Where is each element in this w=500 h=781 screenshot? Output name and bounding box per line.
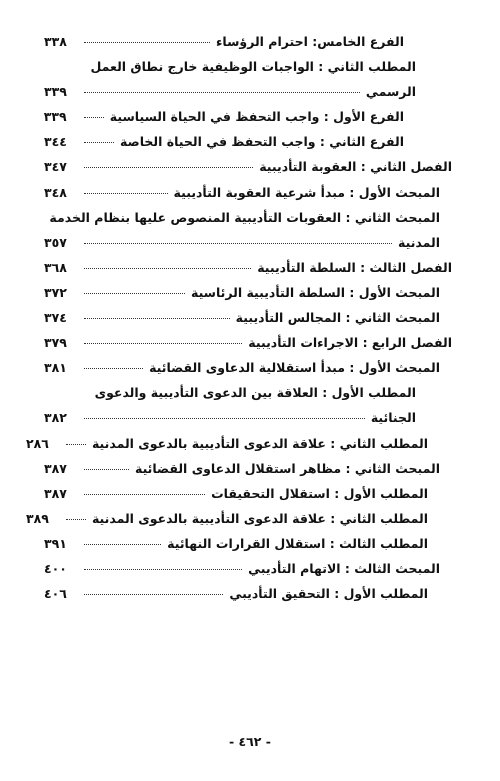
toc-entry [44,561,452,586]
toc-entry-title: الفصل الثالث : السلطة التأديبية [257,259,452,275]
toc-entry [44,159,452,184]
toc-entry-title: المبحث الأول : مبدأ استقلالية الدعاوى القضائية [149,360,440,376]
dot-leader [84,293,185,294]
dot-leader [84,42,210,43]
toc-entry-title: الجنائية [370,410,416,426]
toc-entry-page: ٣٣٩ [44,84,67,100]
toc-entry-page: ٣٦٨ [44,259,67,275]
toc-entry [44,310,452,335]
dot-leader [84,193,168,194]
toc-entry-title: المبحث الثالث : الاتهام التأديبي [248,560,440,576]
dot-leader [84,167,253,168]
dot-leader [84,569,242,570]
toc-entry-page: ٤٠٦ [44,586,67,602]
toc-entry [44,185,452,210]
toc-entry-title: الفصل الرابع : الاجراءات التأديبية [248,335,452,351]
toc-entry [44,461,452,486]
toc-entry-title: المطلب الثاني : علاقة الدعوى التأديبية بالدعوى المدنية [91,510,428,526]
toc-entry [44,285,452,310]
dot-leader [84,544,161,545]
toc-entry-title: المبحث الثاني : العقوبات التأديبية المنصوص عليها بنظام الخدمة [49,209,440,225]
toc-entry-title: المبحث الثاني : المجالس التأديبية [235,310,440,326]
toc-entry-title: المبحث الأول : مبدأ شرعية العقوبة التأديبية [173,184,440,200]
toc-entry [44,335,452,360]
toc-entry-page: ٣٨٢ [44,410,67,426]
toc-entry [44,486,452,511]
dot-leader [84,368,143,369]
toc-entry-title: الفصل الثاني : العقوبة التأديبية [259,159,452,175]
dot-leader [84,243,392,244]
toc-entry [44,536,452,561]
toc-entry-page: ٣٤٤ [44,134,67,150]
dot-leader [84,469,129,470]
toc-entry-page: ٣٨٧ [44,460,67,476]
table-of-contents [25,34,452,611]
toc-entry-page: ٣٣٨ [44,34,67,49]
toc-entry [44,410,452,435]
dot-leader [84,117,104,118]
toc-entry [44,210,452,235]
toc-entry [44,385,452,410]
toc-entry [44,235,452,260]
toc-entry-page: ٣٤٧ [44,159,67,175]
toc-entry-page: ٣٨٧ [44,485,67,501]
toc-entry-title: المطلب الأول : التحقيق التأديبي [229,586,428,602]
toc-entry-title: المدنية [398,234,440,250]
toc-entry-title: الفرع الخامس: احترام الرؤساء [216,34,404,49]
toc-entry-title: الفرع الأول : واجب التحفظ في الحياة السياسية [109,109,404,125]
toc-entry [44,260,452,285]
toc-entry-title: الرسمي [365,84,416,100]
dot-leader [84,92,360,93]
toc-entry-title: المطلب الثاني : علاقة الدعوى التأديبية بالدعوى المدنية [91,435,428,451]
toc-entry-title: المطلب الأول : استقلال التحقيقات [211,485,428,501]
toc-entry [25,510,452,536]
toc-entry [44,84,452,109]
toc-entry-page: ٣٨١ [44,360,67,376]
toc-entry-title: الفرع الثاني : واجب التحفظ في الحياة الخاصة [120,134,404,150]
toc-entry-page: ٢٨٦ [25,435,49,451]
toc-entry-title: المبحث الثاني : مظاهر استقلال الدعاوى القضائية [134,460,440,476]
dot-leader [84,343,242,344]
toc-entry [44,360,452,385]
toc-entry-title: المطلب الأول : العلاقة بين الدعوى التأديبية والدعوى [94,385,416,401]
toc-entry-page: ٣٨٩ [25,510,49,526]
dot-leader [84,418,365,419]
toc-entry-page: ٣٧٩ [44,335,67,351]
dot-leader [84,494,205,495]
toc-entry-page: ٣٣٩ [43,109,67,125]
dot-leader [84,318,230,319]
page-number: - ٤٦٢ - [229,734,271,749]
toc-entry-page: ٣٤٨ [44,184,67,200]
toc-entry-page: ٣٩١ [44,535,67,551]
toc-entry-title: المطلب الثاني : الواجبات الوظيفية خارج نطاق العمل [90,59,416,75]
toc-entry [44,109,452,134]
dot-leader [84,268,251,269]
toc-entry-title: المبحث الأول : السلطة التأديبية الرئاسية [190,284,440,300]
toc-entry [44,34,452,59]
toc-entry-page: ٣٧٤ [44,310,67,326]
toc-entry-page: ٣٧٢ [44,284,67,300]
toc-entry-title: المطلب الثالث : استقلال القرارات النهائية [167,535,428,551]
dot-leader [66,519,86,520]
dot-leader [84,594,223,595]
toc-entry [44,59,452,84]
toc-entry-page: ٤٠٠ [44,560,67,576]
toc-entry [44,134,452,159]
toc-entry [44,586,452,611]
toc-entry [25,435,452,461]
toc-entry-page: ٣٥٧ [44,234,67,250]
dot-leader [66,444,86,445]
dot-leader [84,142,114,143]
